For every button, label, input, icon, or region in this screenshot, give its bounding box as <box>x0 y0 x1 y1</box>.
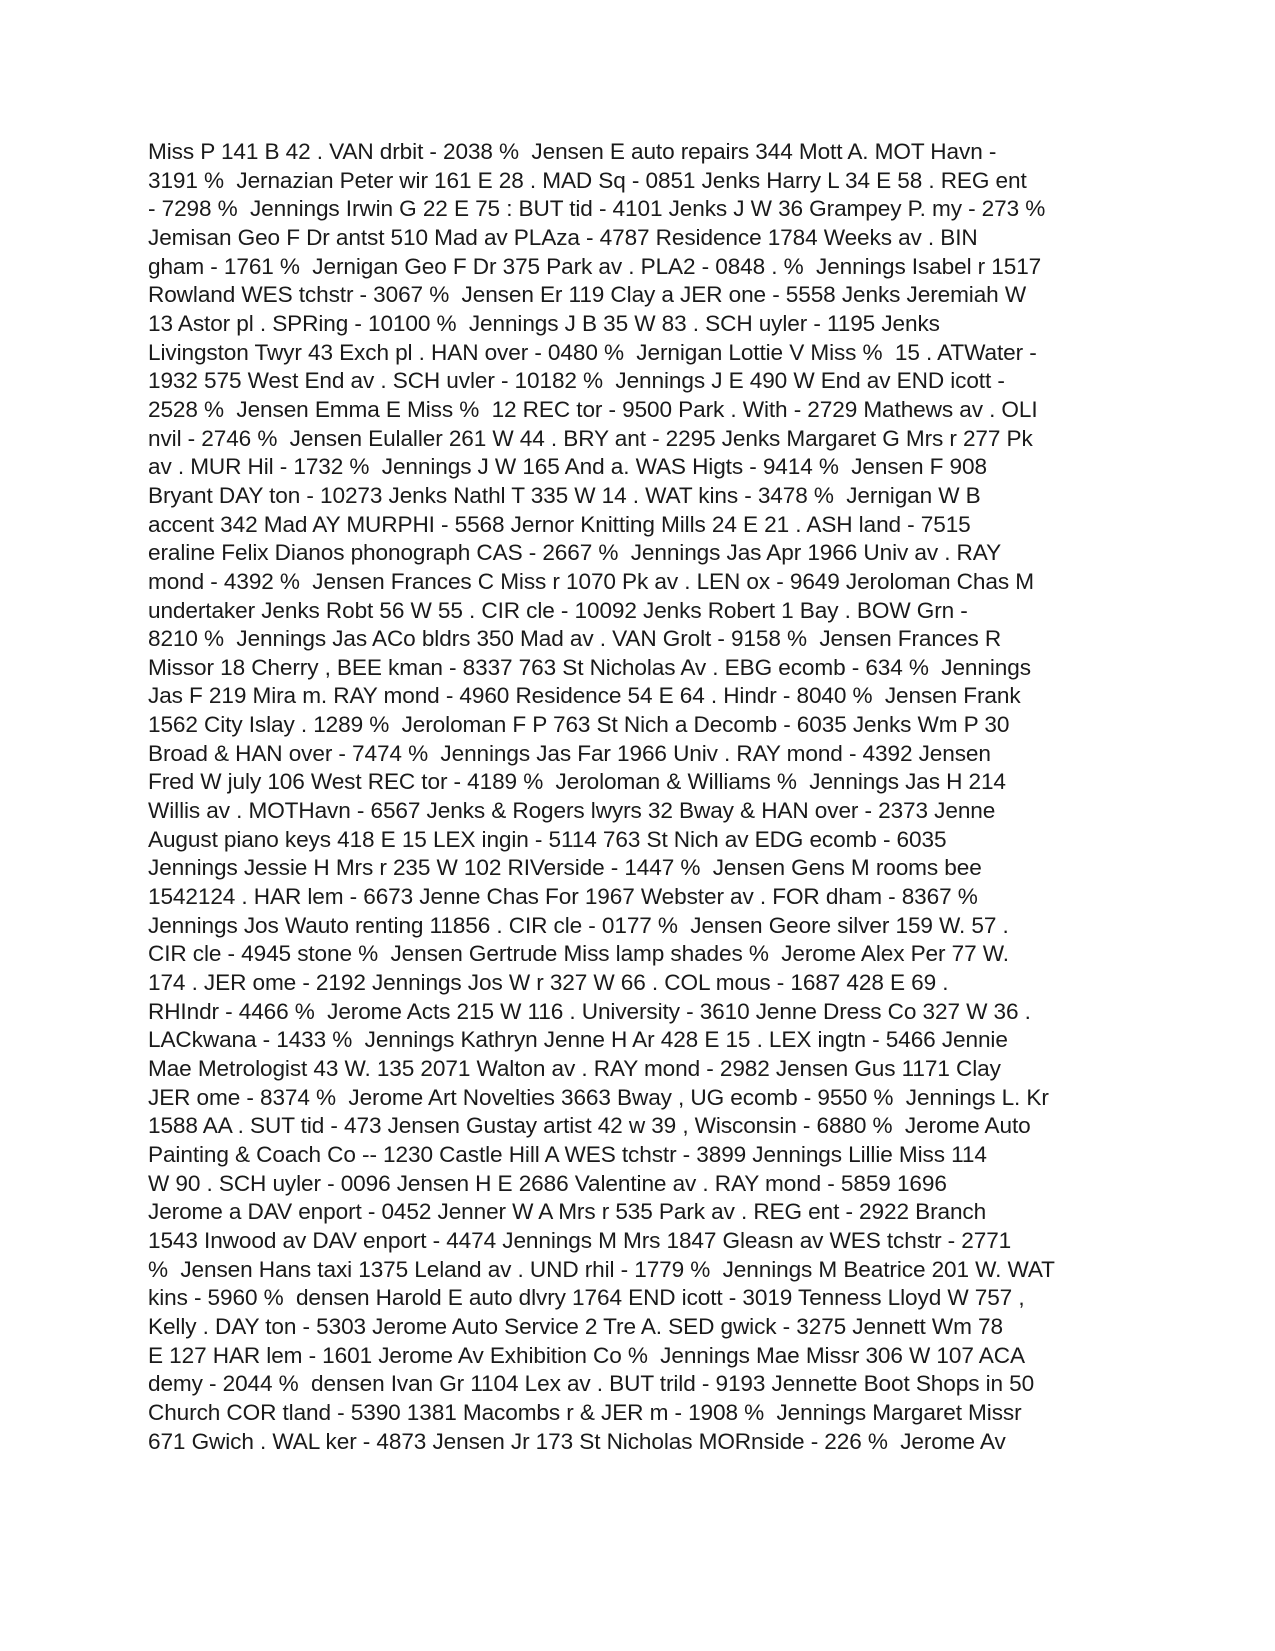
text-line: undertaker Jenks Robt 56 W 55 . CIR cle - 10092 Jenks Robert 1 Bay . BOW Grn - <box>148 597 968 623</box>
text-line: Kelly . DAY ton - 5303 Jerome Auto Service 2 Tre A. SED gwick - 3275 Jennett Wm 78 <box>148 1313 1003 1339</box>
text-line: CIR cle - 4945 stone % Jensen Gertrude Miss lamp shades % Jerome Alex Per 77 W. <box>148 941 1009 967</box>
text-line: Livingston Twyr 43 Exch pl . HAN over - 0480 % Jernigan Lottie V Miss % 15 . ATWater - <box>148 339 1037 365</box>
text-line: Bryant DAY ton - 10273 Jenks Nathl T 335 W 14 . WAT kins - 3478 % Jernigan W B <box>148 482 981 508</box>
text-line: - 7298 % Jennings Irwin G 22 E 75 : BUT tid - 4101 Jenks J W 36 Grampey P. my - 273 % <box>148 196 1046 222</box>
text-line: accent 342 Mad AY MURPHI - 5568 Jernor Knitting Mills 24 E 21 . ASH land - 7515 <box>148 511 971 537</box>
text-line: Mae Metrologist 43 W. 135 2071 Walton av . RAY mond - 2982 Jensen Gus 1171 Clay <box>148 1056 1001 1081</box>
text-line: Jennings Jos Wauto renting 11856 . CIR cle - 0177 % Jensen Geore silver 159 W. 57 . <box>148 912 1009 938</box>
text-line: Jas F 219 Mira m. RAY mond - 4960 Residence 54 E 64 . Hindr - 8040 % Jensen Frank <box>148 683 1021 709</box>
text-line: nvil - 2746 % Jensen Eulaller 261 W 44 . BRY ant - 2295 Jenks Margaret G Mrs r 277 Pk <box>148 425 1033 451</box>
text-line: JER ome - 8374 % Jerome Art Novelties 3663 Bway , UG ecomb - 9550 % Jennings L. Kr <box>148 1084 1049 1110</box>
text-line: eraline Felix Dianos phonograph CAS - 2667 % Jennings Jas Apr 1966 Univ av . RAY <box>148 540 1002 566</box>
text-line: 8210 % Jennings Jas ACo bldrs 350 Mad av . VAN Grolt - 9158 % Jensen Frances R <box>148 626 1002 652</box>
text-line: 3191 % Jernazian Peter wir 161 E 28 . MAD Sq - 0851 Jenks Harry L 34 E 58 . REG ent <box>148 167 1027 193</box>
text-line: Fred W july 106 West REC tor - 4189 % Jeroloman & Williams % Jennings Jas H 214 <box>148 769 1006 795</box>
text-line: Missor 18 Cherry , BEE kman - 8337 763 St Nicholas Av . EBG ecomb - 634 % Jennings <box>148 654 1031 680</box>
text-line: Painting & Coach Co -- 1230 Castle Hill A WES tchstr - 3899 Jennings Lillie Miss 114 <box>148 1141 987 1167</box>
text-line: 2528 % Jensen Emma E Miss % 12 REC tor - 9500 Park . With - 2729 Mathews av . OLI <box>148 396 1038 422</box>
text-line: 1543 Inwood av DAV enport - 4474 Jennings M Mrs 1847 Gleasn av WES tchstr - 2771 <box>148 1227 1012 1253</box>
text-line: Church COR tland - 5390 1381 Macombs r & JER m - 1908 % Jennings Margaret Missr <box>148 1399 1022 1425</box>
text-line: % Jensen Hans taxi 1375 Leland av . UND rhil - 1779 % Jennings M Beatrice 201 W. WAT <box>148 1256 1055 1282</box>
text-line: 174 . JER ome - 2192 Jennings Jos W r 327 W 66 . COL mous - 1687 428 E 69 . <box>148 970 949 996</box>
text-line: Jemisan Geo F Dr antst 510 Mad av PLAza - 4787 Residence 1784 Weeks av . BIN <box>148 224 978 250</box>
text-line: Miss P 141 B 42 . VAN drbit - 2038 % Jensen E auto repairs 344 Mott A. MOT Havn - <box>148 139 997 164</box>
text-line: 1542124 . HAR lem - 6673 Jenne Chas For 1967 Webster av . FOR dham - 8367 % <box>148 884 978 910</box>
text-line: 1562 City Islay . 1289 % Jeroloman F P 763 St Nich a Decomb - 6035 Jenks Wm P 30 <box>148 712 1010 738</box>
text-line: mond - 4392 % Jensen Frances C Miss r 1070 Pk av . LEN ox - 9649 Jeroloman Chas M <box>148 568 1034 594</box>
text-line: E 127 HAR lem - 1601 Jerome Av Exhibition Co % Jennings Mae Missr 306 W 107 ACA <box>148 1342 1025 1368</box>
text-line: Rowland WES tchstr - 3067 % Jensen Er 119 Clay a JER one - 5558 Jenks Jeremiah W <box>148 282 1027 308</box>
text-line: av . MUR Hil - 1732 % Jennings J W 165 And a. WAS Higts - 9414 % Jensen F 908 <box>148 454 987 480</box>
text-line: 1588 AA . SUT tid - 473 Jensen Gustay artist 42 w 39 , Wisconsin - 6880 % Jerome Auto <box>148 1113 1031 1139</box>
text-line: 13 Astor pl . SPRing - 10100 % Jennings J B 35 W 83 . SCH uyler - 1195 Jenks <box>148 310 940 336</box>
text-line: Willis av . MOTHavn - 6567 Jenks & Rogers lwyrs 32 Bway & HAN over - 2373 Jenne <box>148 798 996 824</box>
text-line: demy - 2044 % densen Ivan Gr 1104 Lex av . BUT trild - 9193 Jennette Boot Shops in 50 <box>148 1371 1035 1397</box>
text-line: RHIndr - 4466 % Jerome Acts 215 W 116 . University - 3610 Jenne Dress Co 327 W 36 . <box>148 998 1031 1024</box>
text-line: 671 Gwich . WAL ker - 4873 Jensen Jr 173 St Nicholas MORnside - 226 % Jerome Av <box>148 1428 1006 1454</box>
text-line: LACkwana - 1433 % Jennings Kathryn Jenne H Ar 428 E 15 . LEX ingtn - 5466 Jennie <box>148 1027 1008 1053</box>
directory-text-block <box>148 138 1148 1456</box>
text-line: Broad & HAN over - 7474 % Jennings Jas Far 1966 Univ . RAY mond - 4392 Jensen <box>148 740 991 766</box>
text-line: Jerome a DAV enport - 0452 Jenner W A Mrs r 535 Park av . REG ent - 2922 Branch <box>148 1199 987 1225</box>
text-line: kins - 5960 % densen Harold E auto dlvry 1764 END icott - 3019 Tenness Lloyd W 757 , <box>148 1285 1025 1311</box>
text-line: 1932 575 West End av . SCH uvler - 10182 % Jennings J E 490 W End av END icott - <box>148 368 1005 394</box>
text-line: gham - 1761 % Jernigan Geo F Dr 375 Park av . PLA2 - 0848 . % Jennings Isabel r 1517 <box>148 253 1042 279</box>
text-line: Jennings Jessie H Mrs r 235 W 102 RIVerside - 1447 % Jensen Gens M rooms bee <box>148 855 982 881</box>
text-line: August piano keys 418 E 15 LEX ingin - 5114 763 St Nich av EDG ecomb - 6035 <box>148 826 947 852</box>
text-line: W 90 . SCH uyler - 0096 Jensen H E 2686 Valentine av . RAY mond - 5859 1696 <box>148 1170 947 1196</box>
